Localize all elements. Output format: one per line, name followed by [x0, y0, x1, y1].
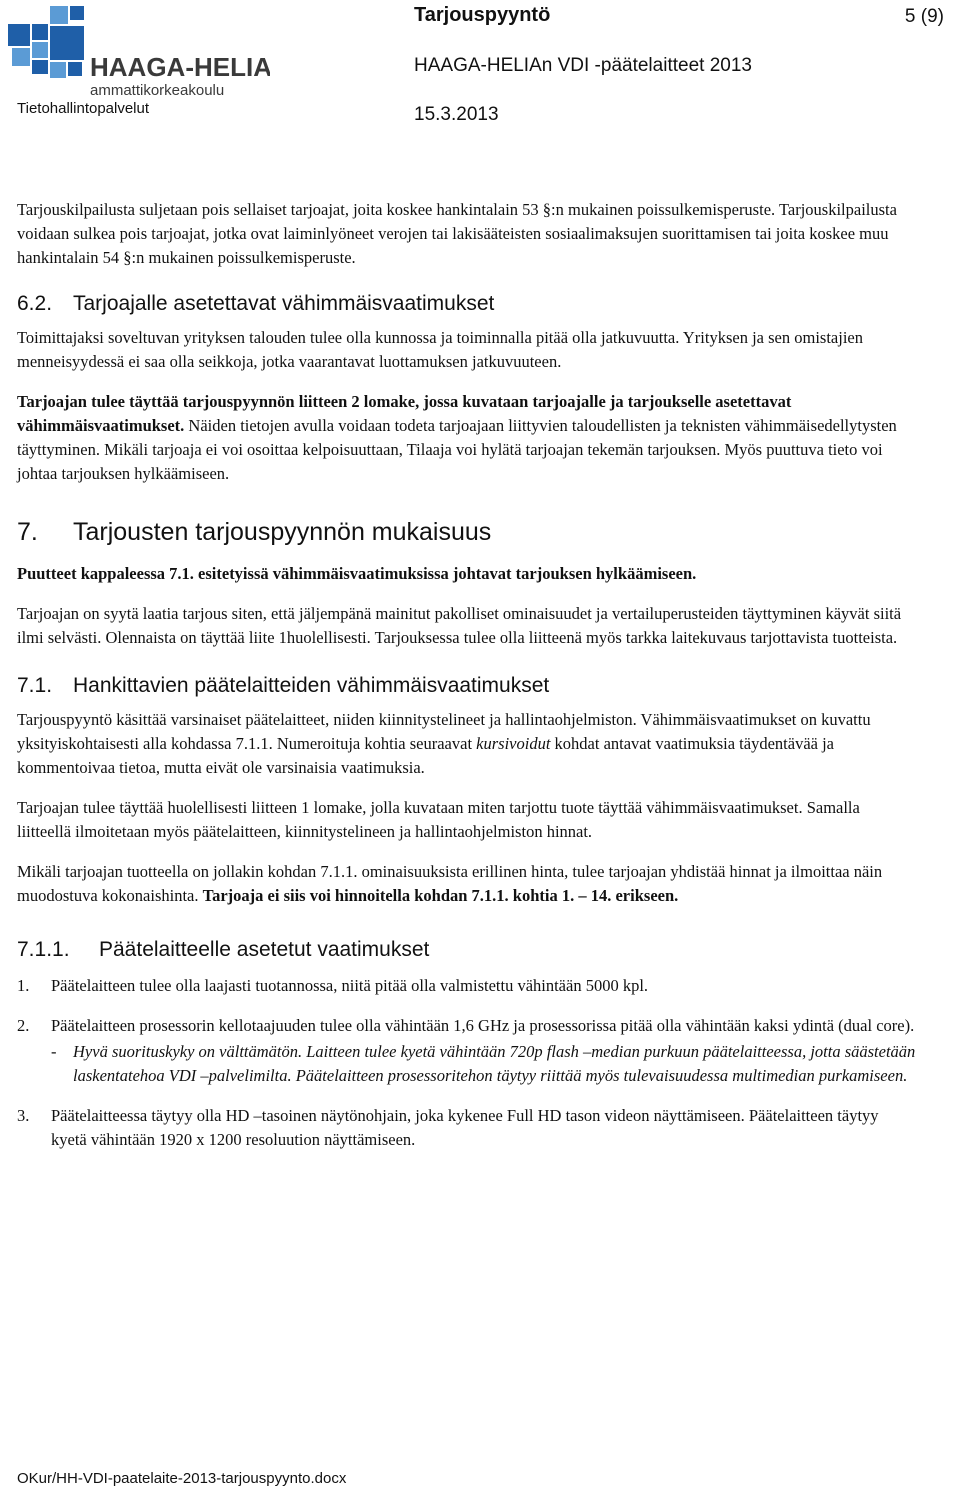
intro-paragraph: Tarjouskilpailusta suljetaan pois sellaiset tarjoajat, joita koskee hankintalain 53 §:n mukainen poissulkemisperuste. Tarjouskilpailusta voidaan sulkea pois tarjoajat, jotka ovat laiminlyöneet verojen tai lakisääteisten sosiaalimaksujen suorittamisen tai joita koskee muu hankintalain 54 §:n mukainen poissulkemisperuste. — [17, 200, 897, 267]
document-date: 15.3.2013 — [414, 104, 499, 125]
section-7-1-1-heading — [17, 936, 917, 964]
section-title: Päätelaitteelle asetetut vaatimukset — [99, 938, 430, 961]
haaga-helia-logo — [8, 2, 270, 100]
item-number: 3. — [17, 1106, 30, 1125]
list-item — [17, 974, 917, 998]
section-number: 6.2. — [17, 292, 53, 315]
logo-text: HAAGA-HELIA — [90, 52, 270, 82]
section-7-heading — [17, 516, 917, 548]
section-6-2-heading — [17, 290, 917, 318]
logo-subtext: ammattikorkeakoulu — [90, 82, 225, 99]
footer-filename: OKur/HH-VDI-paatelaite-2013-tarjouspyynto.docx — [17, 1470, 347, 1487]
italic-text: kursivoidut — [476, 734, 551, 753]
paragraph-text: Tarjouspyyntö käsittää varsinaiset päätelaitteet, niiden kiinnitystelineet ja hallintaohjelmiston. Vähimmäisvaatimukset on kuvattu yksityiskohtaisesti alla kohdassa 7.1.1. Numeroituja kohtia seuraavat — [17, 710, 871, 753]
paragraph — [17, 708, 917, 780]
page-number: 5 (9) — [904, 6, 944, 27]
item-number: 1. — [17, 976, 30, 995]
document-subject: HAAGA-HELIAn VDI -päätelaitteet 2013 — [414, 55, 752, 76]
section-number: 7. — [17, 518, 38, 546]
logo-mark-icon — [8, 2, 270, 100]
paragraph — [17, 860, 917, 908]
requirements-list — [17, 974, 917, 1152]
list-item — [17, 1014, 917, 1088]
bold-text: Tarjoajan tulee täyttää tarjouspyynnön liitteen 2 lomake, jossa kuvataan tarjoajalle ja tarjoukselle asetettavat vähimmäisvaatimukset. — [17, 392, 792, 435]
item-number: 2. — [17, 1016, 30, 1035]
list-item — [17, 1104, 917, 1152]
document-type: Tarjouspyyntö — [414, 4, 551, 26]
paragraph — [17, 390, 917, 486]
paragraph: Tarjoajan tulee täyttää huolellisesti liitteen 1 lomake, jolla kuvataan miten tarjottu tuote täyttää vähimmäisvaatimukset. Samalla liitteellä ilmoitetaan myös päätelaitteen, kiinnitystelineen ja hallintaohjelmiston hinnat. — [17, 798, 860, 841]
paragraph-text: Mikäli tarjoajan tuotteella on jollakin kohdan 7.1.1. ominaisuuksista erillinen hinta, tulee tarjoajan yhdistää hinnat ja ilmoittaa näin muodostuva kokonaishinta. — [17, 862, 883, 905]
section-number: 7.1. — [17, 674, 53, 697]
item-text: Päätelaitteessa täytyy olla HD –tasoinen näytönohjain, joka kykenee Full HD tason videon näyttämiseen. Päätelaitteen täytyy kyetä vähintään 1920 x 1200 resoluution näyttämiseen. — [51, 1106, 879, 1149]
item-text: Päätelaitteen prosessorin kellotaajuuden tulee olla vähintään 1,6 GHz ja prosessorissa pitää olla vähintään kaksi ydintä (dual core). — [51, 1016, 915, 1035]
dash-bullet: - — [51, 1042, 57, 1061]
item-note — [51, 1040, 917, 1088]
department-label: Tietohallintopalvelut — [17, 100, 150, 117]
item-text: Päätelaitteen tulee olla laajasti tuotannossa, niitä pitää olla valmistettu vähintään 5000 kpl. — [51, 976, 649, 995]
bold-text: Tarjoaja ei siis voi hinnoitella kohdan 7.1.1. kohtia 1. – 14. erikseen. — [202, 886, 679, 905]
paragraph: Tarjoajan on syytä laatia tarjous siten, että jäljempänä mainitut pakolliset ominaisuudet ja vertailuperusteiden täyttyminen käyvät siitä ilmi selvästi. Olennaista on täyttää liite 1huolellisesti. Tarjouksessa tulee olla liitteenä myös tarkka laitekuvaus tarjottavista tuotteista. — [17, 604, 902, 647]
section-title: Tarjousten tarjouspyynnön mukaisuus — [73, 518, 492, 546]
section-title: Tarjoajalle asetettavat vähimmäisvaatimukset — [73, 292, 495, 315]
note-text: Hyvä suorituskyky on välttämätön. Laitteen tulee kyetä vähintään 720p flash –median purkuun päätelaitteessa, jotta säästetään laskentatehoa VDI –palvelimilta. Päätelaitteen prosessoritehon täytyy riittää myös tulevaisuudessa multimedian purkamiseen. — [73, 1042, 916, 1085]
section-title: Hankittavien päätelaitteiden vähimmäisvaatimukset — [73, 674, 550, 697]
paragraph-text: Näiden tietojen avulla voidaan todeta tarjoajaan liittyvien taloudellisten ja teknisten vähimmäisedellytysten täyttyminen. Mikäli tarjoaja ei voi osoittaa kelpoisuuttaan, Tilaaja voi hylätä tarjoajan tekemän tarjouksen. Myös puuttuva tieto voi johtaa tarjouksen hylkäämiseen. — [17, 416, 897, 483]
paragraph — [17, 562, 917, 586]
document-body — [17, 198, 917, 1168]
section-number: 7.1.1. — [17, 938, 70, 961]
section-7-1-heading — [17, 672, 917, 700]
paragraph-text: kohdat antavat vaatimuksia täydentävää ja kommentoivaa tietoa, mutta eivät ole varsinaisia vaatimuksia. — [17, 734, 834, 777]
bold-note: Puutteet kappaleessa 7.1. esitetyissä vähimmäisvaatimuksissa johtavat tarjouksen hylkäämiseen. — [17, 564, 697, 583]
paragraph: Toimittajaksi soveltuvan yrityksen talouden tulee olla kunnossa ja toiminnalla pitää olla jatkuvuutta. Yrityksen ja sen omistajien menneisyydessä ei saa olla seikkoja, jotka vaarantavat luottamuksen jatkuvuuteen. — [17, 328, 863, 371]
